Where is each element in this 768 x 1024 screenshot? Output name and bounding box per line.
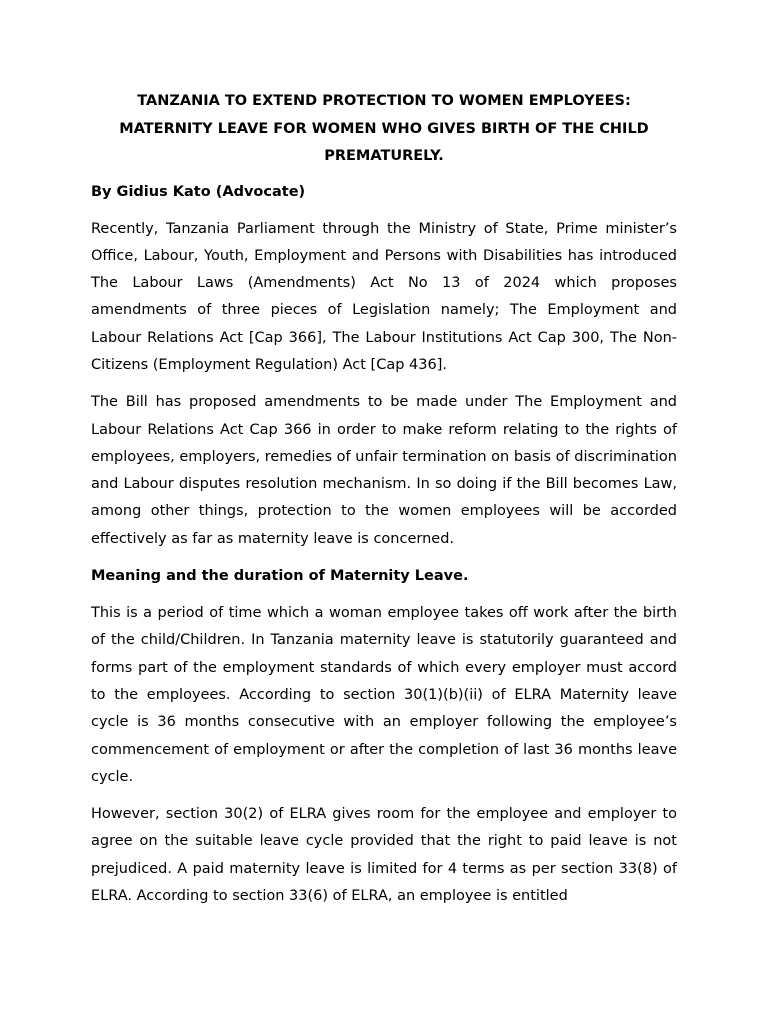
title-line-3: PREMATURELY. (324, 148, 444, 164)
document-title (91, 88, 677, 171)
title-line-2: MATERNITY LEAVE FOR WOMEN WHO GIVES BIRTH OF THE CHILD (119, 120, 649, 137)
paragraph-maternity-definition: This is a period of time which a woman employee takes off work after the birth of the child/Children. In Tanzania maternity leave is statutorily guaranteed and forms part of the employment standards of which every employer must accord to the employees. According to section 30(1)(b)(ii) of ELRA Maternity leave cycle is 36 months consecutive with an employer following the employee’s commencement of employment or after the completion of last 36 months leave cycle. (91, 605, 677, 785)
author-byline: By Gidius Kato (Advocate) (91, 183, 306, 200)
paragraph-bill-amendments: The Bill has proposed amendments to be made under The Employment and Labour Relations Act Cap 366 in order to make reform relating to the rights of employees, employers, remedies of unfair termination on basis of discrimination and Labour disputes resolution mechanism. In so doing if the Bill becomes Law, among other things, protection to the women employees will be accorded effectively as far as maternity leave is concerned. (91, 394, 677, 547)
document-page (91, 88, 677, 920)
paragraph-leave-cycle: However, section 30(2) of ELRA gives room for the employee and employer to agree on the suitable leave cycle provided that the right to paid leave is not prejudiced. A paid maternity leave is limited for 4 terms as per section 33(8) of ELRA. According to section 33(6) of ELRA, an employee is entitled (91, 806, 677, 905)
paragraph-intro: Recently, Tanzania Parliament through the Ministry of State, Prime minister’s Office, Labour, Youth, Employment and Persons with Disabilities has introduced The Labour Laws (Amendments) Act No 13 of 2024 which proposes amendments of three pieces of Legislation namely; The Employment and Labour Relations Act [Cap 366], The Labour Institutions Act Cap 300, The Non-Citizens (Employment Regulation) Act [Cap 436]. (91, 220, 677, 373)
section-heading-maternity-leave: Meaning and the duration of Maternity Leave. (91, 568, 469, 585)
title-line-1: TANZANIA TO EXTEND PROTECTION TO WOMEN EMPLOYEES: (137, 93, 631, 109)
